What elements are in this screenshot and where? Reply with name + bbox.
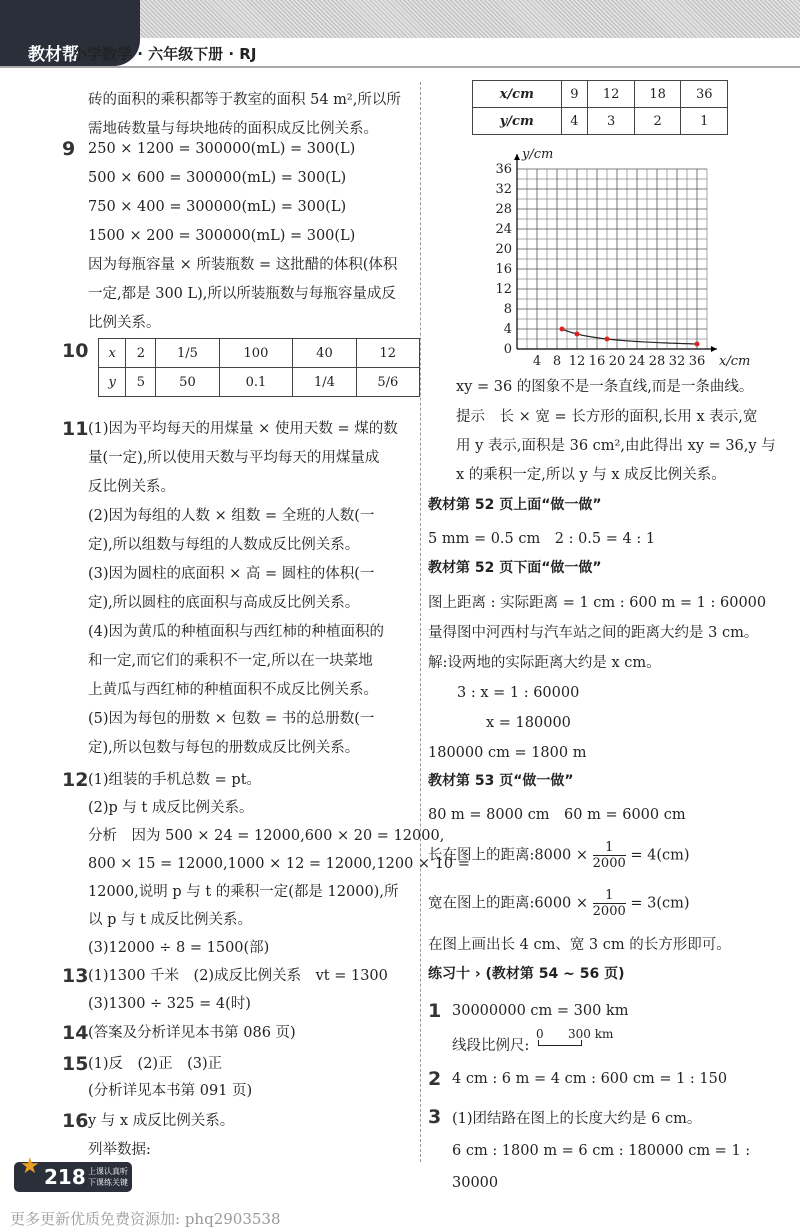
text-line: 定),所以包数与每包的册数成反比例关系。 (88, 740, 360, 756)
q15-number: 15 (62, 1053, 89, 1075)
watermark: 更多更新优质免费资源加: phq2903538 (10, 1210, 281, 1228)
q10-table (98, 338, 420, 397)
q16-answer (88, 1107, 234, 1165)
text-line: 反比例关系。 (88, 479, 175, 495)
text-line: 180000 cm = 1800 m (428, 745, 587, 761)
text-line: 需地砖数量与每块地砖的面积成反比例关系。 (88, 121, 378, 137)
slogan-line: 上课认真听 (88, 1167, 128, 1176)
q10-number: 10 (62, 340, 89, 362)
text-line: (1)组装的手机总数 = pt。 (88, 772, 262, 788)
text-line: 1500 × 200 = 300000(mL) = 300(L) (88, 228, 356, 244)
q13-answer (88, 962, 388, 1018)
text-line: 750 × 400 = 300000(mL) = 300(L) (88, 199, 347, 215)
section-p52-top: 教材第 52 页上面“做一做” (428, 497, 602, 513)
p53-line1: 80 m = 8000 cm 60 m = 6000 cm (428, 807, 686, 823)
text-line: 图上距离 : 实际距离 = 1 cm : 600 m = 1 : 60000 (428, 595, 767, 611)
y-tick-label: 4 (503, 322, 512, 337)
numerator: 1 (593, 888, 626, 904)
text-line: y 与 x 成反比例关系。 (88, 1113, 235, 1129)
hint-text (456, 403, 776, 490)
brand-logo: 教材帮 (28, 45, 79, 65)
text-line: 以 p 与 t 成反比例关系。 (88, 912, 253, 928)
x-tick-label: 8 (552, 354, 562, 369)
x-tick-label: 12 (568, 354, 586, 369)
y-tick-label: 28 (495, 202, 512, 217)
text-line: 量(一定),所以使用天数与平均每天的用煤量成 (88, 450, 380, 466)
table-cell: 0.1 (219, 368, 293, 397)
q9-number: 9 (62, 138, 76, 160)
table-cell: 18 (634, 81, 681, 108)
page-number: 218 (44, 1165, 86, 1189)
y-tick-label: 36 (495, 162, 512, 177)
fraction-cell: 5/6 (356, 368, 419, 397)
y-tick-label: 0 (503, 342, 512, 357)
x-tick-label: 36 (688, 354, 706, 369)
column-divider (420, 82, 421, 1162)
header-rule (0, 66, 800, 68)
table-cell: 100 (219, 339, 293, 368)
fraction (593, 888, 626, 919)
scale-zero: 0 (536, 1027, 544, 1041)
text-line: 提示 长 × 宽 = 长方形的面积,长用 x 表示,宽 (456, 409, 758, 425)
q15-answer (88, 1051, 252, 1105)
text-line: 上黄瓜与西红柿的种植面积不成反比例关系。 (88, 682, 378, 698)
table-row (99, 339, 420, 368)
text-line: 列举数据: (88, 1142, 151, 1158)
section-exercise10: 练习十 › (教材第 54 ~ 56 页) (428, 966, 625, 982)
y-tick-label: 12 (495, 282, 512, 297)
ex3-number: 3 (428, 1106, 442, 1128)
text-line: (2)因为每组的人数 × 组数 = 全班的人数(一 (88, 508, 375, 524)
scale-300: 300 km (568, 1027, 614, 1041)
scale-line (538, 1040, 582, 1046)
text-line: (分析详见本书第 091 页) (88, 1083, 253, 1099)
table-cell: 1 (681, 108, 728, 135)
ex3-answer (452, 1103, 800, 1199)
x-tick-label: 16 (588, 354, 606, 369)
length-result: = 4(cm) (630, 847, 690, 864)
table-cell: y/cm (473, 108, 562, 135)
text-line: 用 y 表示,面积是 36 cm²,由此得出 xy = 36,y 与 (456, 438, 776, 454)
x-axis-label: x/cm (719, 354, 751, 369)
text-line: 解:设两地的实际距离大约是 x cm。 (428, 655, 661, 671)
x-tick-label: 28 (648, 354, 666, 369)
section-p53: 教材第 53 页“做一做” (428, 773, 574, 789)
text-line: 500 × 600 = 300000(mL) = 300(L) (88, 170, 347, 186)
y-tick-label: 16 (495, 262, 512, 277)
denominator: 2000 (592, 904, 626, 919)
q14-answer (88, 1019, 296, 1048)
q14-number: 14 (62, 1022, 89, 1044)
x-tick-label: 32 (668, 354, 686, 369)
table-cell: 5 (126, 368, 156, 397)
text-line: (2)p 与 t 成反比例关系。 (88, 800, 254, 816)
ex2-answer: 4 cm : 6 m = 4 cm : 600 cm = 1 : 150 (452, 1071, 728, 1087)
text-line: 和一定,而它们的乘积不一定,所以在一块菜地 (88, 653, 373, 669)
table-cell: 50 (156, 368, 219, 397)
data-point (575, 332, 580, 337)
graph-conclusion: xy = 36 的图象不是一条直线,而是一条曲线。 (456, 379, 754, 395)
text-line: (1)因为平均每天的用煤量 × 使用天数 = 煤的数 (88, 421, 398, 437)
text-line: 分析 因为 500 × 24 = 12000,600 × 20 = 12000, (88, 828, 445, 844)
width-result: = 3(cm) (630, 895, 690, 912)
x-tick-label: 24 (628, 354, 646, 369)
table-cell: 4 (561, 108, 588, 135)
text-line: 12000,说明 p 与 t 的乘积一定(都是 12000),所 (88, 884, 399, 900)
q16-number: 16 (62, 1110, 89, 1132)
q9-answer (88, 135, 397, 338)
numerator: 1 (593, 840, 626, 856)
table-cell: x (99, 339, 126, 368)
x-tick-label: 4 (532, 354, 542, 369)
q12-answer (88, 766, 470, 962)
table-cell: y (99, 368, 126, 397)
q12-number: 12 (62, 769, 89, 791)
text-line: (3)12000 ÷ 8 = 1500(部) (88, 940, 270, 956)
length-text: 长在图上的距离:8000 × (428, 847, 589, 864)
text-line: x 的乘积一定,所以 y 与 x 成反比例关系。 (456, 467, 726, 483)
p53-length (428, 840, 690, 871)
p53-line4: 在图上画出长 4 cm、宽 3 cm 的长方形即可。 (428, 937, 731, 953)
denominator: 2000 (592, 856, 626, 871)
table-row (473, 81, 728, 108)
ex1-answer: 30000000 cm = 300 km (452, 1003, 629, 1019)
xy-table (472, 80, 728, 135)
table-cell: 2 (126, 339, 156, 368)
fraction-cell: 1/4 (293, 368, 356, 397)
width-text: 宽在图上的距离:6000 × (428, 895, 589, 912)
data-point (695, 342, 700, 347)
fraction (593, 840, 626, 871)
page-badge (14, 1154, 132, 1192)
text-line: 比例关系。 (88, 315, 161, 331)
y-tick-label: 32 (495, 182, 512, 197)
y-tick-label: 8 (503, 302, 512, 317)
star-icon: ★ (20, 1154, 40, 1179)
text-line: (4)因为黄瓜的种植面积与西红柿的种植面积的 (88, 624, 385, 640)
y-axis-label: y/cm (522, 147, 554, 162)
y-arrow-icon (514, 154, 520, 160)
table-cell: 36 (681, 81, 728, 108)
table-cell: 12 (588, 81, 635, 108)
text-line: (1)反 (2)正 (3)正 (88, 1056, 223, 1072)
text-line: 一定,都是 300 L),所以所装瓶数与每瓶容量成反 (88, 286, 396, 302)
slogan-line: 下课练关键 (88, 1178, 128, 1187)
y-tick-label: 24 (495, 222, 512, 237)
table-cell: 3 (588, 108, 635, 135)
ex1-number: 1 (428, 1000, 442, 1022)
slogan (88, 1166, 128, 1188)
p52-top-answer (428, 525, 655, 554)
text-line: 5 mm = 0.5 cm 2 : 0.5 = 4 : 1 (428, 531, 656, 547)
table-row (99, 368, 420, 397)
ex2-number: 2 (428, 1068, 442, 1090)
y-tick-label: 20 (495, 242, 512, 257)
text-line: (3)因为圆柱的底面积 × 高 = 圆柱的体积(一 (88, 566, 375, 582)
x-tick-label: 20 (608, 354, 626, 369)
text-line: (5)因为每包的册数 × 包数 = 书的总册数(一 (88, 711, 375, 727)
p53-width (428, 888, 690, 919)
text-line: 量得图中河西村与汽车站之间的距离大约是 3 cm。 (428, 625, 759, 641)
scale-label: 线段比例尺: (452, 1038, 530, 1054)
table-cell: 2 (634, 108, 681, 135)
scale-bar (452, 1027, 614, 1061)
table-cell: 40 (293, 339, 356, 368)
text-line: x = 180000 (428, 715, 571, 731)
text-line: 6 cm : 1800 m = 6 cm : 180000 cm = 1 : 30000 (452, 1143, 751, 1191)
text-line: 800 × 15 = 12000,1000 × 12 = 12000,1200 × 10 = (88, 856, 470, 872)
table-cell: 12 (356, 339, 419, 368)
q11-number: 11 (62, 418, 89, 440)
data-point (560, 327, 565, 332)
text-line: (答案及分析详见本书第 086 页) (88, 1025, 296, 1041)
text-line: 因为每瓶容量 × 所装瓶数 = 这批醋的体积(体积 (88, 257, 398, 273)
table-row (473, 108, 728, 135)
table-cell: 9 (561, 81, 588, 108)
xy-graph (470, 145, 770, 375)
text-line: (1)1300 千米 (2)成反比例关系 vt = 1300 (88, 968, 388, 984)
section-p52-bottom: 教材第 52 页下面“做一做” (428, 560, 602, 576)
q13-number: 13 (62, 965, 89, 987)
text-line: (3)1300 ÷ 325 = 4(时) (88, 996, 251, 1012)
p52-bottom-answer (428, 588, 766, 768)
text-line: (1)团结路在图上的长度大约是 6 cm。 (452, 1111, 702, 1127)
table-cell: x/cm (473, 81, 562, 108)
text-line: 定),所以组数与每组的人数成反比例关系。 (88, 537, 360, 553)
fraction-cell: 1/5 (156, 339, 219, 368)
text-line: 砖的面积的乘积都等于教室的面积 54 m²,所以所 (88, 92, 401, 108)
q11-answer (88, 415, 398, 763)
scale-ruler (534, 1027, 614, 1050)
x-arrow-icon (711, 346, 717, 352)
text-line: 定),所以圆柱的底面积与高成反比例关系。 (88, 595, 360, 611)
text-line: 250 × 1200 = 300000(mL) = 300(L) (88, 141, 356, 157)
data-point (605, 337, 610, 342)
text-line: 3 : x = 1 : 60000 (428, 685, 580, 701)
book-title: 小学数学 · 六年级下册 · RJ (72, 45, 257, 63)
